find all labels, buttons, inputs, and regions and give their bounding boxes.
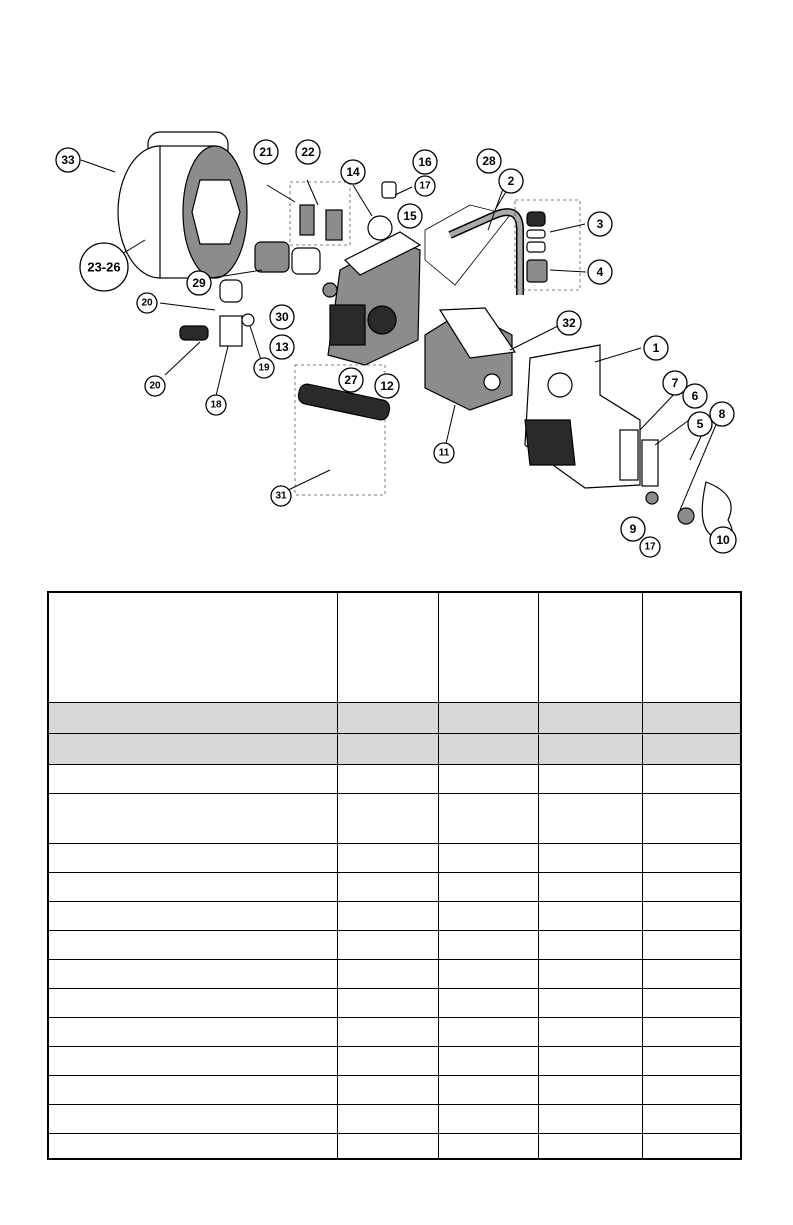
svg-text:3: 3 (596, 217, 604, 231)
table-row (49, 1047, 740, 1076)
table-cell (439, 844, 539, 872)
table-row (49, 1134, 740, 1158)
table-cell (439, 931, 539, 959)
table-cell (439, 902, 539, 930)
table-cell (539, 765, 643, 793)
svg-text:9: 9 (629, 522, 637, 536)
table-cell (643, 1018, 740, 1046)
piece-21 (300, 205, 314, 235)
table-cell (643, 765, 740, 793)
table-cell (49, 765, 338, 793)
table-cell (439, 1134, 539, 1158)
table-cell (643, 989, 740, 1017)
table-cell (643, 931, 740, 959)
table-cell (539, 902, 643, 930)
callout-17-bottom (640, 537, 660, 557)
table-cell (439, 873, 539, 901)
cap-8 (678, 508, 694, 524)
table-row (49, 1105, 740, 1134)
tube (450, 212, 520, 295)
table-cell (643, 593, 740, 702)
table-cell (539, 703, 643, 733)
table-cell (643, 794, 740, 843)
callout-20-top (137, 293, 157, 313)
svg-text:27: 27 (344, 373, 358, 387)
piece-22 (326, 210, 342, 240)
table-cell (338, 1105, 439, 1133)
fittings (527, 212, 547, 282)
table-cell (338, 1076, 439, 1104)
table-row (49, 765, 740, 794)
callout-27 (339, 368, 363, 392)
table-cell (539, 1018, 643, 1046)
svg-text:33: 33 (61, 153, 75, 167)
table-cell (338, 1134, 439, 1158)
table-cell (539, 931, 643, 959)
callout-20-bottom (145, 376, 165, 396)
table-cell (49, 844, 338, 872)
callout-23-26 (80, 243, 128, 291)
table-cell (49, 593, 338, 702)
callout-13 (270, 335, 294, 359)
callout-14 (341, 160, 365, 184)
table-cell (49, 1105, 338, 1133)
callout-15 (398, 204, 422, 228)
svg-text:16: 16 (418, 155, 432, 169)
coupling (255, 242, 337, 297)
table-cell (49, 1134, 338, 1158)
table-header-row (49, 593, 740, 703)
callout-28 (477, 149, 501, 173)
table-cell (338, 844, 439, 872)
table-cell (643, 960, 740, 988)
table-row (49, 844, 740, 873)
table-cell (539, 960, 643, 988)
table-cell (539, 1105, 643, 1133)
callout-32 (557, 311, 581, 335)
callout-2 (499, 169, 523, 193)
parts-table (47, 591, 742, 1160)
table-cell (643, 902, 740, 930)
table-row-shaded (49, 734, 740, 765)
table-cell (539, 1076, 643, 1104)
table-cell (338, 734, 439, 764)
svg-text:20: 20 (149, 380, 161, 392)
svg-text:19: 19 (258, 362, 270, 374)
callout-31 (271, 486, 291, 506)
table-cell (643, 844, 740, 872)
exploded-parts-diagram (0, 120, 793, 560)
gasket-7 (620, 430, 638, 480)
svg-text:6: 6 (691, 389, 699, 403)
table-cell (539, 593, 643, 702)
table-cell (338, 1047, 439, 1075)
table-cell (49, 873, 338, 901)
callout-33 (56, 148, 80, 172)
svg-text:31: 31 (275, 490, 287, 502)
svg-text:15: 15 (403, 209, 417, 223)
table-cell (439, 989, 539, 1017)
table-cell (49, 931, 338, 959)
table-row (49, 902, 740, 931)
svg-text:30: 30 (275, 310, 289, 324)
callout-29 (187, 271, 211, 295)
table-row (49, 1018, 740, 1047)
callout-19 (254, 358, 274, 378)
table-cell (338, 1018, 439, 1046)
svg-text:10: 10 (716, 533, 730, 547)
rotor-housing (425, 308, 515, 410)
table-cell (439, 703, 539, 733)
callout-11 (434, 443, 454, 463)
svg-text:22: 22 (301, 145, 315, 159)
svg-text:23-26: 23-26 (87, 259, 121, 275)
table-cell (539, 734, 643, 764)
callout-10 (710, 527, 736, 553)
motor (118, 132, 247, 278)
table-cell (338, 902, 439, 930)
table-cell (539, 1134, 643, 1158)
callout-6 (683, 384, 707, 408)
table-cell (643, 873, 740, 901)
callout-17-top (415, 176, 435, 196)
table-cell (338, 794, 439, 843)
svg-text:21: 21 (259, 145, 273, 159)
svg-text:2: 2 (507, 174, 515, 188)
svg-text:17: 17 (644, 541, 656, 553)
table-cell (49, 989, 338, 1017)
table-cell (338, 873, 439, 901)
svg-text:8: 8 (718, 407, 726, 421)
table-cell (439, 593, 539, 702)
callout-9 (621, 517, 645, 541)
svg-text:13: 13 (275, 340, 289, 354)
callout-21 (254, 140, 278, 164)
callout-3 (588, 212, 612, 236)
svg-text:4: 4 (596, 265, 604, 279)
table-row-shaded (49, 703, 740, 734)
table-cell (643, 1076, 740, 1104)
table-row (49, 931, 740, 960)
callout-18 (206, 395, 226, 415)
table-cell (643, 1134, 740, 1158)
table-cell (49, 734, 338, 764)
svg-text:5: 5 (696, 417, 704, 431)
svg-text:29: 29 (192, 276, 206, 290)
table-cell (439, 1105, 539, 1133)
bolt-9 (646, 492, 658, 504)
table-row (49, 873, 740, 902)
table-cell (643, 1047, 740, 1075)
table-cell (338, 765, 439, 793)
callout-4 (588, 260, 612, 284)
callout-12 (375, 374, 399, 398)
table-cell (439, 1018, 539, 1046)
svg-text:32: 32 (562, 316, 576, 330)
table-cell (338, 931, 439, 959)
table-cell (539, 873, 643, 901)
pump-body (328, 232, 420, 365)
table-row (49, 960, 740, 989)
svg-text:17: 17 (419, 180, 431, 192)
table-cell (539, 1047, 643, 1075)
table-cell (439, 960, 539, 988)
callout-16 (413, 150, 437, 174)
table-cell (49, 1018, 338, 1046)
table-cell (338, 989, 439, 1017)
table-cell (439, 765, 539, 793)
table-cell (439, 1047, 539, 1075)
gauge (368, 216, 392, 240)
callout-1 (644, 336, 668, 360)
table-cell (49, 794, 338, 843)
table-cell (643, 703, 740, 733)
svg-text:28: 28 (482, 154, 496, 168)
table-cell (338, 593, 439, 702)
svg-text:11: 11 (438, 447, 450, 459)
table-cell (539, 794, 643, 843)
table-cell (643, 1105, 740, 1133)
table-cell (49, 1047, 338, 1075)
table-cell (49, 960, 338, 988)
table-cell (439, 794, 539, 843)
table-cell (539, 844, 643, 872)
callout-5 (688, 412, 712, 436)
table-cell (338, 960, 439, 988)
table-cell (49, 1076, 338, 1104)
table-cell (439, 1076, 539, 1104)
table-cell (49, 902, 338, 930)
table-cell (539, 989, 643, 1017)
svg-text:18: 18 (210, 399, 222, 411)
callout-30 (270, 305, 294, 329)
svg-text:14: 14 (346, 165, 360, 179)
table-cell (439, 734, 539, 764)
svg-text:12: 12 (380, 379, 394, 393)
callout-8 (710, 402, 734, 426)
table-cell (643, 734, 740, 764)
table-row (49, 989, 740, 1018)
svg-text:20: 20 (141, 297, 153, 309)
table-cell (338, 703, 439, 733)
table-cell (49, 703, 338, 733)
svg-text:1: 1 (652, 341, 660, 355)
callout-22 (296, 140, 320, 164)
gasket-6 (642, 440, 658, 486)
svg-text:7: 7 (671, 376, 679, 390)
table-row (49, 1076, 740, 1105)
table-row (49, 794, 740, 844)
